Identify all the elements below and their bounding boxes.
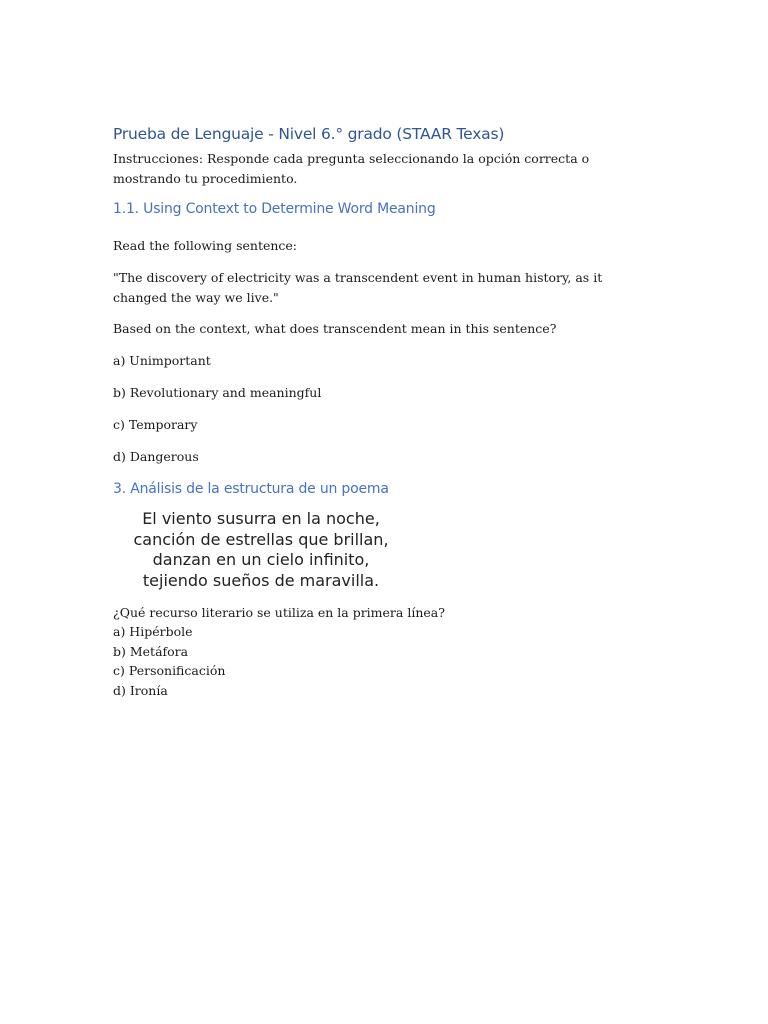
section1-option-b: b) Revolutionary and meaningful bbox=[113, 385, 322, 400]
section3-option-d: d) Ironía bbox=[113, 682, 168, 698]
section3-option-c: c) Personificación bbox=[113, 663, 226, 679]
section1-option-a: a) Unimportant bbox=[113, 353, 211, 368]
section3-heading: 3. Análisis de la estructura de un poema bbox=[113, 481, 389, 497]
poem-line-3: danzan en un cielo infinito, bbox=[152, 550, 370, 569]
section3-option-b: b) Metáfora bbox=[113, 643, 189, 659]
section1-intro: Read the following sentence: bbox=[113, 238, 298, 253]
section1-option-c: c) Temporary bbox=[113, 417, 198, 432]
section1-heading: 1.1. Using Context to Determine Word Meaning bbox=[113, 201, 436, 217]
section1-option-d: d) Dangerous bbox=[113, 449, 199, 464]
section3-question-block bbox=[113, 603, 653, 700]
poem-block bbox=[113, 509, 409, 591]
section1-question: Based on the context, what does transcendent mean in this sentence? bbox=[113, 321, 557, 336]
section1-sentence: "The discovery of electricity was a transcendent event in human history, as it changed the way we live." bbox=[113, 270, 603, 305]
section3-question: ¿Qué recurso literario se utiliza en la primera línea? bbox=[113, 605, 445, 620]
section3-option-a: a) Hipérbole bbox=[113, 624, 193, 640]
poem-line-2: canción de estrellas que brillan, bbox=[133, 529, 389, 549]
document-title: Prueba de Lenguaje - Nivel 6.° grado (STAAR Texas) bbox=[113, 125, 505, 143]
poem-line-1: El viento susurra en la noche, bbox=[142, 509, 380, 528]
instructions-text: Instrucciones: Responde cada pregunta seleccionando la opción correcta o mostrando tu procedimiento. bbox=[113, 151, 590, 186]
poem-line-4: tejiendo sueños de maravilla. bbox=[142, 570, 380, 590]
